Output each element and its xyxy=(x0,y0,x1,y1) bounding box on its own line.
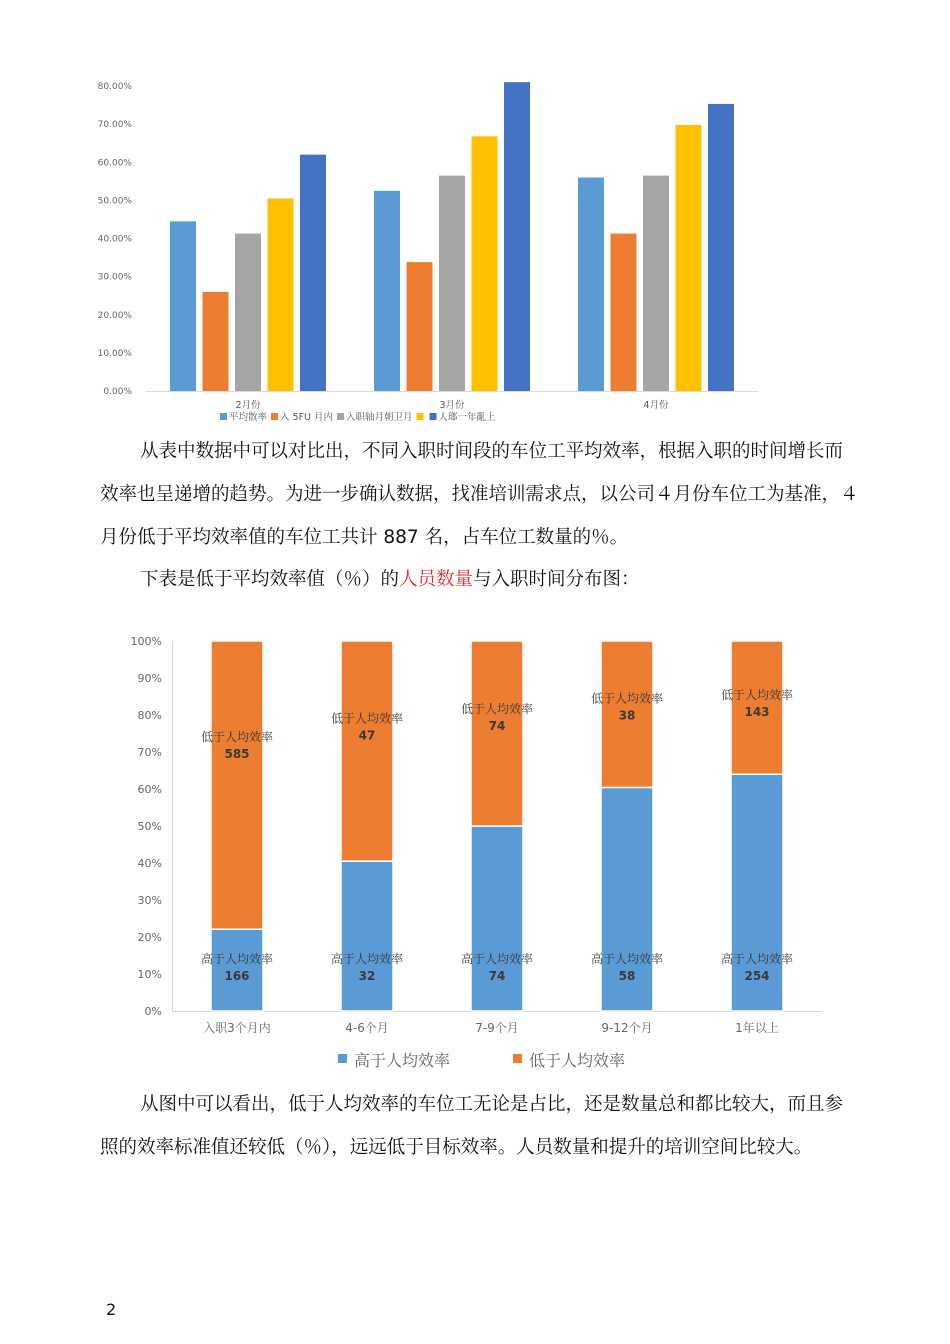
y-tick-label: 50.00% xyxy=(97,196,132,207)
bar-segment xyxy=(341,641,393,861)
y-tick-label: 30.00% xyxy=(97,272,132,283)
data-label-name: 高于人均效率 xyxy=(590,952,664,966)
y-tick-label: 40.00% xyxy=(97,234,132,245)
x-tick-label: 7-9个月 xyxy=(475,1021,519,1035)
y-tick-label: 60.00% xyxy=(97,158,132,169)
y-tick-label: 20% xyxy=(137,931,162,944)
data-label-value: 38 xyxy=(618,708,636,723)
data-label-value: 58 xyxy=(618,969,636,983)
bar xyxy=(578,178,604,392)
data-label-value: 585 xyxy=(224,746,250,761)
legend-label: 入职轴月朝卫月 xyxy=(346,412,413,423)
stacked-bar-chart xyxy=(0,620,950,1080)
data-label-name: 低于人均效率 xyxy=(200,729,274,744)
bar xyxy=(708,104,734,391)
y-tick-label: 50% xyxy=(137,820,162,833)
y-tick-label: 0.00% xyxy=(103,387,132,397)
bar-segment xyxy=(471,826,523,1011)
bar xyxy=(504,82,530,391)
y-tick-label: 0% xyxy=(144,1005,162,1018)
legend-swatch xyxy=(513,1054,522,1063)
data-label-name: 高于人均效率 xyxy=(330,952,404,966)
x-tick-label: 4-6个月 xyxy=(345,1021,389,1035)
y-tick-label: 10.00% xyxy=(97,348,132,359)
legend-swatch xyxy=(430,413,437,420)
bar xyxy=(203,292,229,391)
paragraph-chart-intro xyxy=(100,558,860,601)
data-label-value: 74 xyxy=(488,969,506,983)
y-tick-label: 100% xyxy=(130,635,162,648)
bar-segment xyxy=(341,861,393,1011)
legend-label: 平均散率 xyxy=(229,412,268,423)
data-label-value: 47 xyxy=(358,728,376,743)
legend-label: 入 5FU 月内 xyxy=(280,412,334,423)
grouped-bar-chart xyxy=(0,0,950,430)
bar xyxy=(300,155,326,391)
paragraph-analysis-2-text: 从图中可以看出，低于人均效率的车位工无论是占比，还是数量总和都比较大，而且参照的效率标准值还较低（％），远远低于目标效率。人员数量和提升的培训空间比较大。 xyxy=(100,1094,844,1158)
data-label-value: 32 xyxy=(358,969,376,983)
bar xyxy=(676,125,702,391)
y-tick-label: 60% xyxy=(137,783,162,796)
data-label-value: 74 xyxy=(488,718,506,733)
legend-label: 低于人均效率 xyxy=(529,1051,626,1070)
x-tick-label: 3月份 xyxy=(439,400,465,411)
page-number: 2 xyxy=(106,1300,117,1319)
y-tick-label: 40% xyxy=(137,857,162,870)
data-label-name: 低于人均效率 xyxy=(590,691,664,706)
y-tick-label: 90% xyxy=(137,672,162,685)
paragraph-analysis-1 xyxy=(100,430,860,559)
bar xyxy=(235,234,261,391)
bar xyxy=(170,221,196,391)
x-tick-label: 4月份 xyxy=(643,400,669,411)
x-tick-label: 9-12个月 xyxy=(601,1021,653,1035)
legend-label: 人瑯一年亂上 xyxy=(438,412,496,423)
y-tick-label: 70.00% xyxy=(97,120,132,131)
x-tick-label: 入职3个月内 xyxy=(203,1021,271,1035)
paragraph-analysis-2 xyxy=(100,1083,860,1169)
intro-text-highlight: 人员数量 xyxy=(399,569,474,590)
legend-label: 高于人均效率 xyxy=(354,1051,451,1070)
bar xyxy=(374,191,400,391)
data-label-name: 高于人均效率 xyxy=(460,952,534,966)
data-label-name: 低于人均效率 xyxy=(330,711,404,726)
legend-swatch xyxy=(271,413,278,420)
bar xyxy=(268,198,294,391)
x-tick-label: 1年以上 xyxy=(735,1021,779,1035)
data-label-name: 低于人均效率 xyxy=(460,701,534,716)
paragraph-analysis-1-text: 从表中数据中可以对比出，不同入职时间段的车位工平均效率，根据入职的时间增长而效率也呈递增的趋势。为进一步确认数据，找准培训需求点，以公司４月份车位工为基准，４月份低于平均效率值的车位工共计 887 名，占车位工数量的％。 xyxy=(100,441,859,548)
bar xyxy=(643,176,669,391)
bar xyxy=(439,176,465,391)
y-tick-label: 70% xyxy=(137,746,162,759)
data-label-value: 254 xyxy=(744,969,770,983)
bar xyxy=(472,136,498,391)
y-tick-label: 80% xyxy=(137,709,162,722)
bar-segment xyxy=(471,641,523,826)
data-label-name: 高于人均效率 xyxy=(200,952,274,966)
bar xyxy=(407,262,433,391)
y-tick-label: 20.00% xyxy=(97,310,132,321)
legend-swatch xyxy=(337,413,344,420)
y-tick-label: 30% xyxy=(137,894,162,907)
data-label-value: 166 xyxy=(224,969,250,983)
data-label-name: 低于人均效率 xyxy=(720,687,794,702)
data-label-value: 143 xyxy=(744,704,770,719)
y-tick-label: 80.00% xyxy=(97,82,132,92)
intro-text-after: 与入职时间分布图： xyxy=(473,569,640,590)
bar xyxy=(611,234,637,391)
y-tick-label: 10% xyxy=(137,968,162,981)
data-label-name: 高于人均效率 xyxy=(720,952,794,966)
x-tick-label: 2月份 xyxy=(235,400,261,411)
intro-text-before: 下表是低于平均效率值（％）的 xyxy=(140,569,400,590)
legend-swatch xyxy=(220,413,227,420)
legend-swatch xyxy=(338,1054,347,1063)
legend-swatch xyxy=(417,413,424,420)
bar-segment xyxy=(211,641,263,929)
